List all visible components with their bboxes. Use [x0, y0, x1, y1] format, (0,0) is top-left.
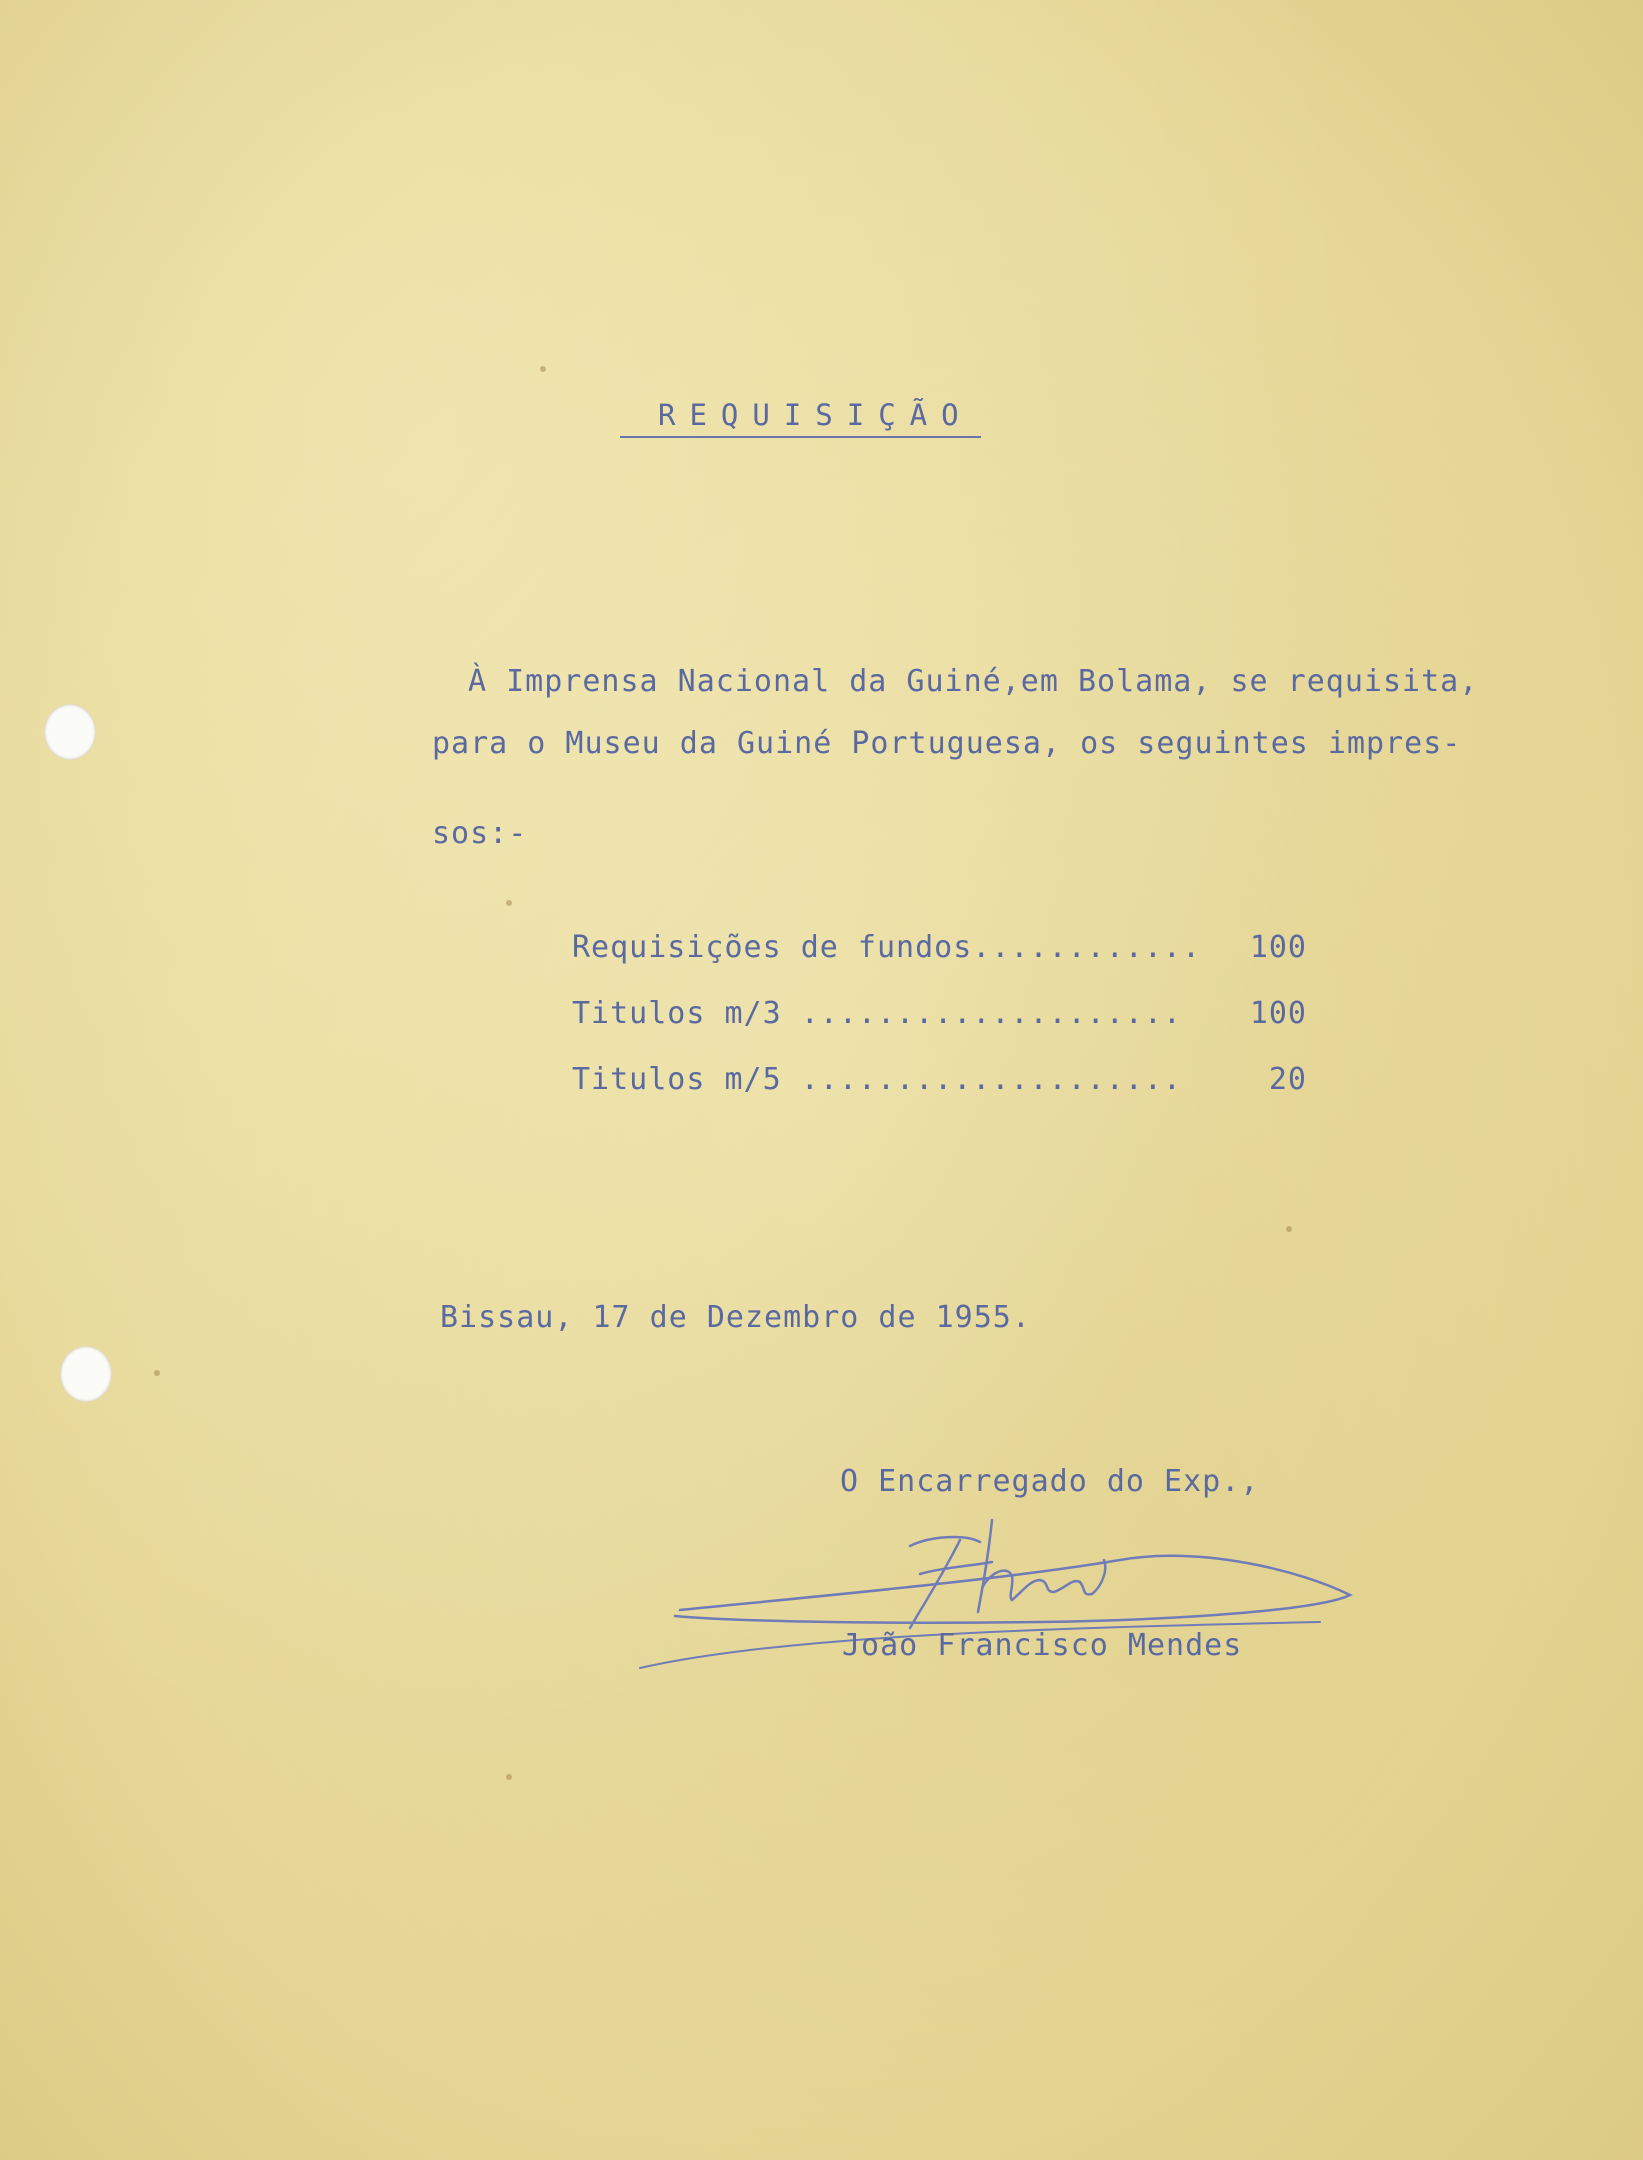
paper-speck — [1286, 1226, 1292, 1232]
date-line: Bissau, 17 de Dezembro de 1955. — [440, 1300, 1031, 1335]
paper-speck — [154, 1370, 160, 1376]
paragraph-line-2: para o Museu da Guiné Portuguesa, os seguintes impres- — [432, 726, 1462, 761]
item-label: Titulos m/5 .................... — [572, 1062, 1182, 1097]
punch-hole — [44, 704, 96, 760]
document-title: REQUISIÇÃO — [620, 398, 981, 438]
paper-speck — [506, 900, 512, 906]
item-row — [572, 930, 1307, 970]
item-row — [572, 996, 1307, 1036]
paragraph-line-1: À Imprensa Nacional da Guiné,em Bolama, se requisita, — [468, 664, 1479, 699]
item-quantity: 100 — [1249, 996, 1307, 1031]
paper-speck — [506, 1774, 512, 1780]
paragraph-line-3: sos:- — [432, 816, 528, 851]
closing-line: O Encarregado do Exp., — [840, 1464, 1260, 1499]
item-quantity: 100 — [1249, 930, 1307, 965]
item-label: Requisições de fundos............ — [572, 930, 1202, 965]
item-label: Titulos m/3 .................... — [572, 996, 1182, 1031]
item-quantity: 20 — [1268, 1062, 1307, 1097]
item-row — [572, 1062, 1307, 1102]
punch-hole — [60, 1346, 112, 1402]
signer-name: João Francisco Mendes — [842, 1628, 1243, 1663]
paper-speck — [540, 366, 546, 372]
